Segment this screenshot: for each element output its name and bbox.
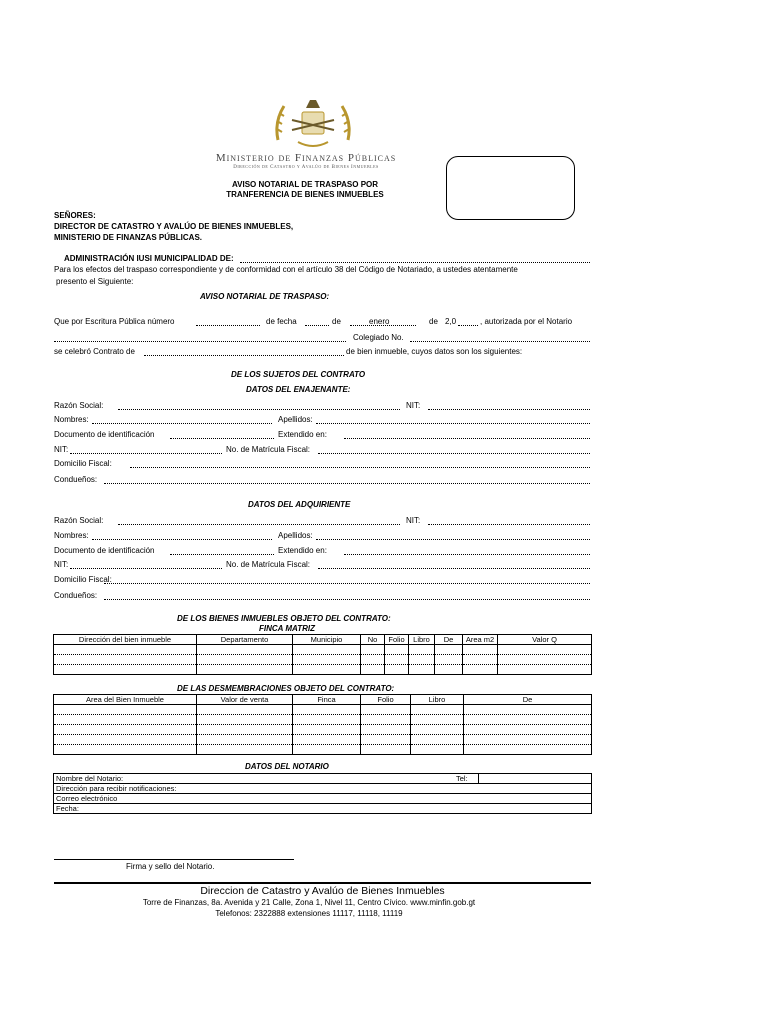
admin-field[interactable] xyxy=(240,262,590,263)
intro-line1: Para los efectos del traspaso correspondiente y de conformidad con el artículo 38 del Código de Notariado, a ustedes atentamente xyxy=(54,265,518,274)
adq-matricula-field[interactable] xyxy=(318,568,590,569)
table-row[interactable] xyxy=(54,665,592,675)
addressee-line2: DIRECTOR DE CATASTRO Y AVALÚO DE BIENES INMUEBLES, xyxy=(54,222,294,231)
finca-table xyxy=(53,634,592,675)
enaj-razon-field[interactable] xyxy=(118,409,400,410)
adq-nit-field[interactable] xyxy=(428,524,590,525)
coat-of-arms-icon xyxy=(268,92,358,152)
form-title-line1: AVISO NOTARIAL DE TRASPASO POR xyxy=(231,180,379,189)
notario-table xyxy=(53,773,592,814)
adq-domicilio-label: Domicilio Fiscal: xyxy=(54,575,112,584)
celebro-label: se celebró Contrato de xyxy=(54,347,135,356)
ministry-name: Ministerio de Finanzas Públicas xyxy=(215,152,397,164)
adq-documento-label: Documento de identificación xyxy=(54,546,155,555)
colegiado-field[interactable] xyxy=(410,341,590,342)
ministry-logo xyxy=(268,92,358,152)
notario-direccion-label: Dirección para recibir notificaciones: xyxy=(54,784,592,794)
aviso-heading: AVISO NOTARIAL DE TRASPASO: xyxy=(200,292,330,301)
enaj-extendido-label: Extendido en: xyxy=(278,430,327,439)
adq-nombres-label: Nombres: xyxy=(54,531,89,540)
enajenante-heading: DATOS DEL ENAJENANTE: xyxy=(246,385,351,394)
enaj-domicilio-label: Domicilio Fiscal: xyxy=(54,459,112,468)
footer-title: Direccion de Catastro y Avalúo de Bienes Inmuebles xyxy=(200,885,445,897)
month-field[interactable] xyxy=(350,325,416,326)
col-header: Municipio xyxy=(293,635,361,645)
adq-nit-label: NIT: xyxy=(406,516,421,525)
enaj-conduenos-label: Condueños: xyxy=(54,475,98,484)
enaj-conduenos-field[interactable] xyxy=(104,483,590,484)
finca-header-row xyxy=(54,635,592,645)
table-row[interactable] xyxy=(54,715,592,725)
escritura-number-field[interactable] xyxy=(196,325,260,326)
enaj-nit2-label: NIT: xyxy=(54,445,69,454)
footer-address: Torre de Finanzas, 8a. Avenida y 21 Calle, Zona 1, Nivel 11, Centro Cívico. www.minfin.gob.gt xyxy=(142,898,476,907)
notario-fecha-label: Fecha: xyxy=(54,804,592,814)
table-row[interactable] xyxy=(54,735,592,745)
intro-line2: presento el Siguiente: xyxy=(56,277,134,286)
enaj-matricula-label: No. de Matrícula Fiscal: xyxy=(226,445,311,454)
month-value[interactable]: enero xyxy=(369,317,390,326)
firma-label: Firma y sello del Notario. xyxy=(126,862,215,871)
col-header: Folio xyxy=(361,695,411,705)
enaj-matricula-field[interactable] xyxy=(318,453,590,454)
addressee-line1: SEÑORES: xyxy=(54,211,96,220)
firma-line[interactable] xyxy=(54,859,294,860)
table-row[interactable] xyxy=(54,705,592,715)
adq-extendido-field[interactable] xyxy=(344,554,590,555)
adq-razon-label: Razón Social: xyxy=(54,516,104,525)
notario-fecha-row[interactable] xyxy=(54,804,592,814)
de-fecha-label: de fecha xyxy=(266,317,297,326)
col-header: Folio xyxy=(385,635,409,645)
desmem-header-row xyxy=(54,695,592,705)
escritura-label: Que por Escritura Pública número xyxy=(54,317,175,326)
adq-apellidos-label: Apellidos: xyxy=(278,531,313,540)
adq-conduenos-label: Condueños: xyxy=(54,591,98,600)
notario-tel-field[interactable] xyxy=(479,774,592,784)
notario-correo-label: Correo electrónico xyxy=(54,794,592,804)
col-header: No xyxy=(361,635,385,645)
adq-domicilio-field[interactable] xyxy=(104,583,590,584)
day-field[interactable] xyxy=(305,325,329,326)
adq-nombres-field[interactable] xyxy=(92,539,272,540)
admin-label: ADMINISTRACIÓN IUSI MUNICIPALIDAD DE: xyxy=(64,254,234,263)
col-header: Valor de venta xyxy=(197,695,293,705)
col-header: Valor Q xyxy=(498,635,592,645)
adq-extendido-label: Extendido en: xyxy=(278,546,327,555)
notario-tel-label: Tel: xyxy=(456,774,468,783)
table-row[interactable] xyxy=(54,725,592,735)
notario-nombre-row[interactable] xyxy=(54,774,592,784)
adq-matricula-label: No. de Matrícula Fiscal: xyxy=(226,560,311,569)
contrato-field[interactable] xyxy=(144,355,344,356)
desmem-heading: DE LAS DESMEMBRACIONES OBJETO DEL CONTRATO: xyxy=(177,684,395,693)
enaj-documento-label: Documento de identificación xyxy=(54,430,155,439)
de-label-2: de xyxy=(429,317,438,326)
enaj-apellidos-label: Apellidos: xyxy=(278,415,313,424)
addressee-line3: MINISTERIO DE FINANZAS PÚBLICAS. xyxy=(54,233,203,242)
col-header: Finca xyxy=(293,695,361,705)
finca-heading: FINCA MATRIZ xyxy=(259,624,315,633)
notario-nombre-label: Nombre del Notario: Tel: xyxy=(54,774,479,784)
department-name: Dirección de Catastro y Avalúo de Bienes Inmuebles xyxy=(233,165,379,170)
adq-documento-field[interactable] xyxy=(170,554,274,555)
colegiado-label: Colegiado No. xyxy=(353,333,404,342)
col-header: Departamento xyxy=(197,635,293,645)
col-header: Libro xyxy=(411,695,464,705)
adq-apellidos-field[interactable] xyxy=(316,539,590,540)
footer-phones: Telefonos: 2322888 extensiones 11117, 11118, 11119 xyxy=(215,909,403,918)
notario-name-field[interactable] xyxy=(54,341,346,342)
enaj-nit2-field[interactable] xyxy=(70,453,222,454)
col-header: Area m2 xyxy=(463,635,498,645)
bien-label: de bien inmueble, cuyos datos son los siguientes: xyxy=(346,347,523,356)
enaj-razon-label: Razón Social: xyxy=(54,401,104,410)
desmem-table xyxy=(53,694,592,755)
col-header: De xyxy=(435,635,463,645)
col-header: Area del Bien Inmueble xyxy=(54,695,197,705)
enaj-nombres-label: Nombres: xyxy=(54,415,89,424)
autorizada-label: , autorizada por el Notario xyxy=(480,317,573,326)
footer-divider xyxy=(54,882,591,884)
bienes-heading: DE LOS BIENES INMUEBLES OBJETO DEL CONTRATO: xyxy=(177,614,391,623)
form-title-line2: TRANFERENCIA DE BIENES INMUEBLES xyxy=(226,190,384,199)
notario-heading: DATOS DEL NOTARIO xyxy=(245,762,329,771)
col-header: Dirección del bien inmueble xyxy=(54,635,197,645)
stamp-box xyxy=(446,156,575,220)
adq-nit2-field[interactable] xyxy=(70,568,222,569)
year-prefix: 2,0 xyxy=(445,317,457,326)
enaj-nit-field[interactable] xyxy=(428,409,590,410)
year-field[interactable] xyxy=(458,325,478,326)
col-header: Libro xyxy=(409,635,435,645)
de-label-1: de xyxy=(332,317,341,326)
enaj-nombres-field[interactable] xyxy=(92,423,272,424)
enaj-domicilio-field[interactable] xyxy=(130,467,590,468)
adq-conduenos-field[interactable] xyxy=(104,599,590,600)
adq-razon-field[interactable] xyxy=(118,524,400,525)
col-header: De xyxy=(464,695,592,705)
table-row[interactable] xyxy=(54,745,592,755)
adq-nit2-label: NIT: xyxy=(54,560,69,569)
enaj-nit-label: NIT: xyxy=(406,401,421,410)
enaj-documento-field[interactable] xyxy=(170,438,274,439)
enaj-extendido-field[interactable] xyxy=(344,438,590,439)
sujetos-heading: DE LOS SUJETOS DEL CONTRATO xyxy=(231,370,366,379)
enaj-apellidos-field[interactable] xyxy=(316,423,590,424)
table-row[interactable] xyxy=(54,645,592,655)
table-row[interactable] xyxy=(54,655,592,665)
notario-direccion-row[interactable] xyxy=(54,784,592,794)
adquiriente-heading: DATOS DEL ADQUIRIENTE xyxy=(248,500,351,509)
notario-correo-row[interactable] xyxy=(54,794,592,804)
